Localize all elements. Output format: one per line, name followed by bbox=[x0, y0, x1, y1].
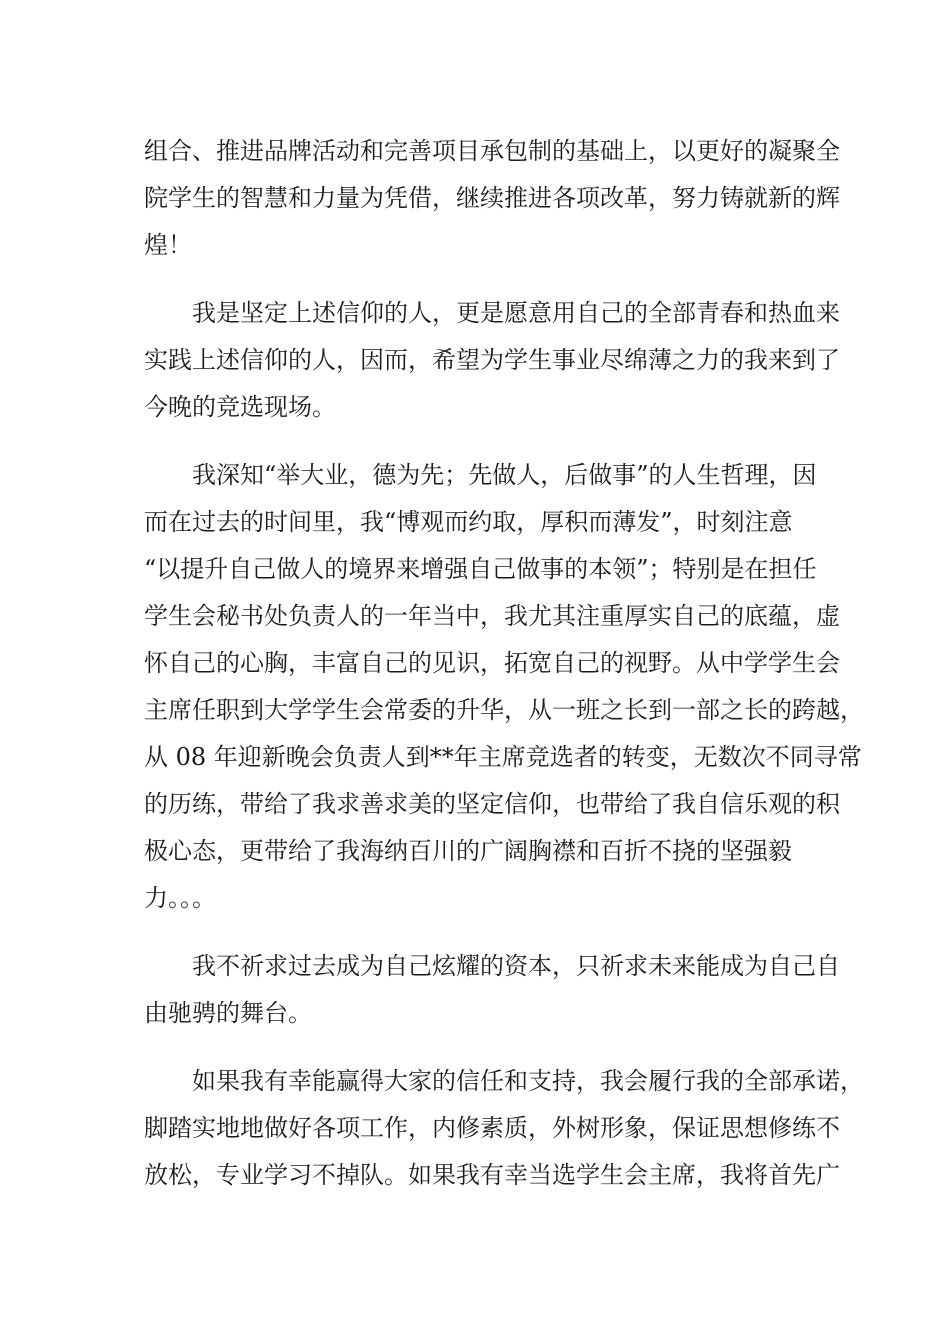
paragraph-gap bbox=[144, 922, 814, 943]
paragraph-gap bbox=[144, 269, 814, 290]
text-line: 今晚的竞选现场。 bbox=[144, 393, 336, 421]
text-line: 我深知“举大业，德为先；先做人，后做事”的人生哲理，因 bbox=[144, 461, 817, 489]
paragraph bbox=[144, 128, 840, 269]
text-line: 的历练，带给了我求善求美的坚定信仰，也带给了我自信乐观的积 bbox=[144, 790, 840, 818]
text-line: 组合、推进品牌活动和完善项目承包制的基础上，以更好的凝聚全 bbox=[144, 137, 840, 165]
paragraph bbox=[144, 290, 840, 431]
text-line: 主席任职到大学学生会常委的升华，从一班之长到一部之长的跨越， bbox=[144, 696, 864, 724]
text-line: 怀自己的心胸，丰富自己的见识，拓宽自己的视野。从中学学生会 bbox=[144, 649, 840, 677]
text-line: 如果我有幸能赢得大家的信任和支持，我会履行我的全部承诺， bbox=[144, 1067, 864, 1095]
text-line: 学生会秘书处负责人的一年当中，我尤其注重厚实自己的底蕴，虚 bbox=[144, 602, 840, 630]
text-line: “以提升自己做人的境界来增强自己做事的本领”；特别是在担任 bbox=[144, 555, 817, 583]
text-line: 极心态，更带给了我海纳百川的广阔胸襟和百折不挠的坚强毅 bbox=[144, 837, 792, 865]
text-line: 由驰骋的舞台。 bbox=[144, 999, 312, 1027]
text-line: 脚踏实地地做好各项工作，内修素质，外树形象，保证思想修练不 bbox=[144, 1114, 840, 1142]
text-line: 我不祈求过去成为自己炫耀的资本，只祈求未来能成为自己自 bbox=[144, 952, 840, 980]
text-line: 放松，专业学习不掉队。如果我有幸当选学生会主席，我将首先广 bbox=[144, 1161, 840, 1189]
paragraph bbox=[144, 452, 864, 922]
text-line: 力。。。 bbox=[144, 884, 216, 912]
paragraph-gap bbox=[144, 431, 814, 452]
text-line: 实践上述信仰的人，因而，希望为学生事业尽绵薄之力的我来到了 bbox=[144, 346, 840, 374]
text-line: 从 08 年迎新晚会负责人到**年主席竞选者的转变，无数次不同寻常 bbox=[144, 743, 862, 771]
text-line: 而在过去的时间里，我“博观而约取，厚积而薄发”，时刻注意 bbox=[144, 508, 793, 536]
paragraph-gap bbox=[144, 1037, 814, 1058]
text-line: 煌！ bbox=[144, 231, 192, 259]
text-line: 我是坚定上述信仰的人，更是愿意用自己的全部青春和热血来 bbox=[144, 299, 840, 327]
document-body bbox=[144, 128, 864, 1199]
paragraph bbox=[144, 943, 840, 1037]
paragraph bbox=[144, 1058, 864, 1199]
text-line: 院学生的智慧和力量为凭借，继续推进各项改革，努力铸就新的辉 bbox=[144, 184, 840, 212]
